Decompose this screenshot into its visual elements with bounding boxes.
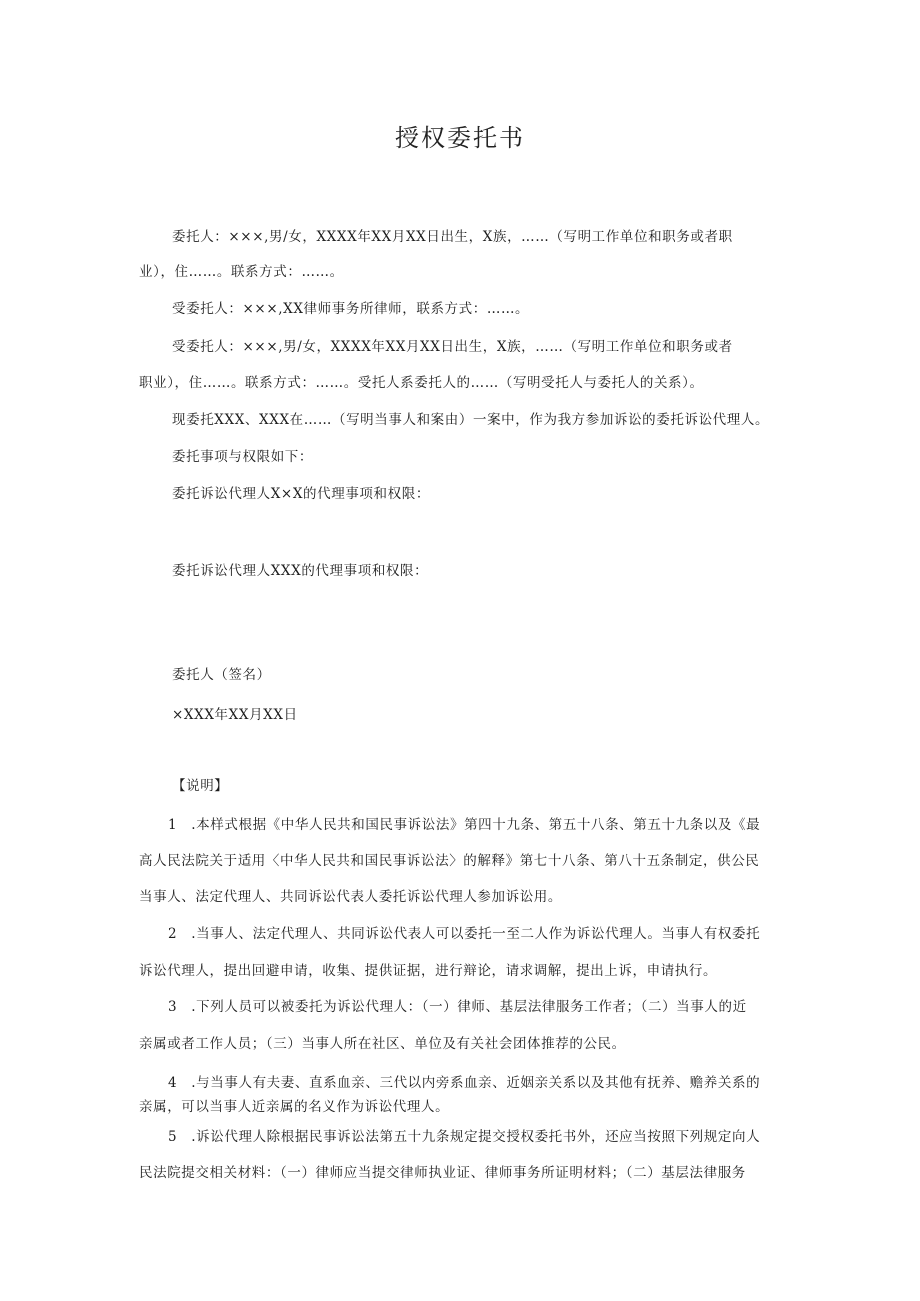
agent1-authority: 委托诉讼代理人X×X的代理事项和权限： [172, 486, 430, 502]
agent-lawyer-line: 受委托人：×××,XX律师事务所律师，联系方式：……。 [172, 301, 530, 317]
note-2-line-2: 诉讼代理人，提出回避申请，收集、提供证据，进行辩论，请求调解，提出上诉，申请执行。 [139, 963, 718, 979]
principal-line-2: 业），住……。联系方式：……。 [139, 264, 344, 280]
agent-person-line-1: 受委托人：×××,男/女，XXXX年XX月XX日出生，X族，……（写明工作单位和职务或者 [172, 339, 733, 355]
note-1-line-1: 1 .本样式根据《中华人民共和国民事诉讼法》第四十九条、第五十八条、第五十九条以及《最 [168, 817, 761, 833]
note-3-line-2: 亲属或者工作人员；（三）当事人所在社区、单位及有关社会团体推荐的公民。 [139, 1036, 626, 1052]
notes-heading: 【说明】 [172, 778, 229, 794]
principal-signature: 委托人（签名） [172, 667, 271, 683]
principal-line-1: 委托人：×××,男/女，XXXX年XX月XX日出生，X族，……（写明工作单位和职务或者职 [172, 229, 733, 245]
authority-heading: 委托事项与权限如下： [172, 449, 313, 465]
note-5-line-2: 民法院提交相关材料：（一）律师应当提交律师执业证、律师事务所证明材料；（二）基层法律服务 [139, 1165, 746, 1181]
note-4-line-1: 4 .与当事人有夫妻、直系血亲、三代以内旁系血亲、近姻亲关系以及其他有抚养、赡养关系的 [168, 1075, 761, 1091]
agent-person-line-2: 职业），住……。联系方式：……。受托人系委托人的……（写明受托人与委托人的关系）。 [139, 375, 704, 391]
document-title: 授权委托书 [395, 124, 525, 152]
note-5-line-1: 5 .诉讼代理人除根据民事诉讼法第五十九条规定提交授权委托书外，还应当按照下列规定向人 [168, 1129, 761, 1145]
note-3-line-1: 3 .下列人员可以被委托为诉讼代理人：（一）律师、基层法律服务工作者；（二）当事人的近 [168, 999, 747, 1015]
note-1-line-3: 当事人、法定代理人、共同诉讼代表人委托诉讼代理人参加诉讼用。 [139, 889, 562, 905]
signature-date: ×XXX年XX月XX日 [172, 707, 298, 723]
note-1-line-2: 高人民法院关于适用〈中华人民共和国民事诉讼法〉的解释》第七十八条、第八十五条制定，供公民 [139, 853, 760, 869]
entrust-statement: 现委托XXX、XXX在……（写明当事人和案由）一案中，作为我方参加诉讼的委托诉讼代理人。 [172, 412, 770, 428]
note-4-line-2: 亲属，可以当事人近亲属的名义作为诉讼代理人。 [139, 1099, 450, 1115]
agent2-authority: 委托诉讼代理人XXX的代理事项和权限： [172, 563, 429, 579]
note-2-line-1: 2 .当事人、法定代理人、共同诉讼代表人可以委托一至二人作为诉讼代理人。当事人有权委托 [168, 926, 761, 942]
